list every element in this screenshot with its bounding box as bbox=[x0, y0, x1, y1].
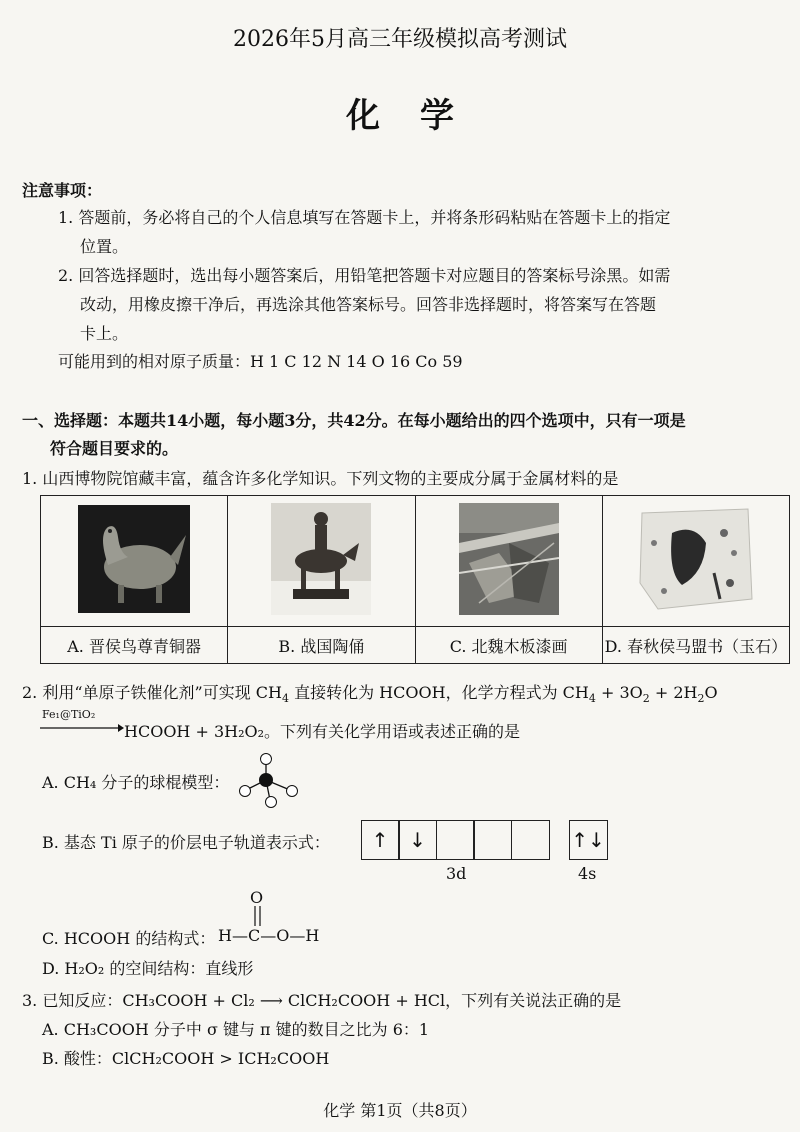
notice-item-1-cont: 位置。 bbox=[80, 237, 129, 256]
orbital-3d-box: ↑ bbox=[361, 820, 400, 860]
q3-option-a: A. CH₃COOH 分子中 σ 键与 π 键的数目之比为 6：1 bbox=[42, 1020, 430, 1039]
notice-item-1: 1. 答题前，务必将自己的个人信息填写在答题卡上，并将条形码粘贴在答题卡上的指定 bbox=[58, 208, 671, 227]
atomic-mass-line: 可能用到的相对原子质量：H 1 C 12 N 14 O 16 Co 59 bbox=[58, 352, 463, 371]
page-footer: 化学 第1页（共8页） bbox=[323, 1101, 477, 1120]
relic-a-image-cell bbox=[41, 496, 228, 627]
orbital-3d-boxes bbox=[362, 820, 550, 860]
relic-option-a: A. 晋侯鸟尊青铜器 bbox=[41, 627, 228, 664]
relic-b-image-cell bbox=[228, 496, 415, 627]
q2-option-b: B. 基态 Ti 原子的价层电子轨道表示式： bbox=[42, 833, 330, 852]
q3-option-b: B. 酸性：ClCH₂COOH > ICH₂COOH bbox=[42, 1049, 330, 1068]
formula-chain: H—C—O—H bbox=[218, 926, 320, 945]
reaction-arrow-icon bbox=[40, 722, 124, 734]
section-1-heading: 一、选择题：本题共14小题，每小题3分，共42分。在每小题给出的四个选项中，只有一项是 bbox=[22, 411, 686, 430]
q1-relic-table bbox=[40, 495, 790, 664]
notice-item-2-cont: 改动，用橡皮擦干净后，再选涂其他答案标号。回答非选择题时，将答案写在答题 bbox=[80, 295, 657, 314]
relic-d-image-cell bbox=[602, 496, 789, 627]
jade-tablet-image bbox=[634, 503, 758, 615]
lacquer-painting-image bbox=[459, 503, 559, 615]
notice-item-2-end: 卡上。 bbox=[80, 324, 129, 343]
orbital-3d-box bbox=[473, 820, 512, 860]
relic-option-b: B. 战国陶俑 bbox=[228, 627, 415, 664]
section-1-heading-cont: 符合题目要求的。 bbox=[50, 439, 179, 458]
notice-item-2: 2. 回答选择题时，选出每小题答案后，用铅笔把答题卡对应题目的答案标号涂黑。如需 bbox=[58, 266, 671, 285]
orbital-3d-box: ↓ bbox=[398, 820, 437, 860]
exam-title: 2026年5月高三年级模拟高考测试 bbox=[233, 27, 567, 52]
double-bond-icon bbox=[252, 906, 264, 928]
q2-option-a: A. CH₄ 分子的球棍模型： bbox=[42, 773, 230, 792]
q2-equation-products: HCOOH + 3H₂O₂。下列有关化学用语或表述正确的是 bbox=[124, 722, 521, 741]
subject-title: 化学 bbox=[346, 96, 494, 136]
relic-option-d: D. 春秋侯马盟书（玉石） bbox=[602, 627, 789, 664]
q1-stem: 1. 山西博物院馆藏丰富，蕴含许多化学知识。下列文物的主要成分属于金属材料的是 bbox=[22, 469, 619, 488]
relic-option-c: C. 北魏木板漆画 bbox=[415, 627, 602, 664]
orbital-3d-box bbox=[436, 820, 475, 860]
pottery-figure-image bbox=[271, 503, 371, 615]
notice-heading: 注意事项： bbox=[22, 181, 103, 200]
orbital-4s-label: 4s bbox=[578, 864, 597, 883]
formula-carbonyl-oxygen: O bbox=[250, 888, 264, 907]
orbital-3d-box bbox=[511, 820, 550, 860]
methane-ball-stick-model bbox=[236, 752, 302, 810]
q3-stem: 3. 已知反应：CH₃COOH + Cl₂ ⟶ ClCH₂COOH + HCl，下列有关说法正确的是 bbox=[22, 991, 622, 1010]
relic-c-image-cell bbox=[415, 496, 602, 627]
orbital-4s-cell: ↑↓ bbox=[569, 820, 608, 860]
catalyst-label: Fe₁@TiO₂ bbox=[42, 708, 96, 721]
q2-stem: 2. 利用“单原子铁催化剂”可实现 $CH_4$ 直接转化为 HCOOH，化学方程式为 $CH_4 + 3O_2 + 2H_2O$ bbox=[22, 683, 718, 706]
q2-option-c: C. HCOOH 的结构式： bbox=[42, 929, 216, 948]
orbital-4s-box bbox=[570, 820, 608, 860]
orbital-3d-label: 3d bbox=[446, 864, 467, 883]
bird-bronze-vessel-image bbox=[78, 505, 190, 613]
q2-option-d: D. H₂O₂ 的空间结构：直线形 bbox=[42, 959, 254, 978]
